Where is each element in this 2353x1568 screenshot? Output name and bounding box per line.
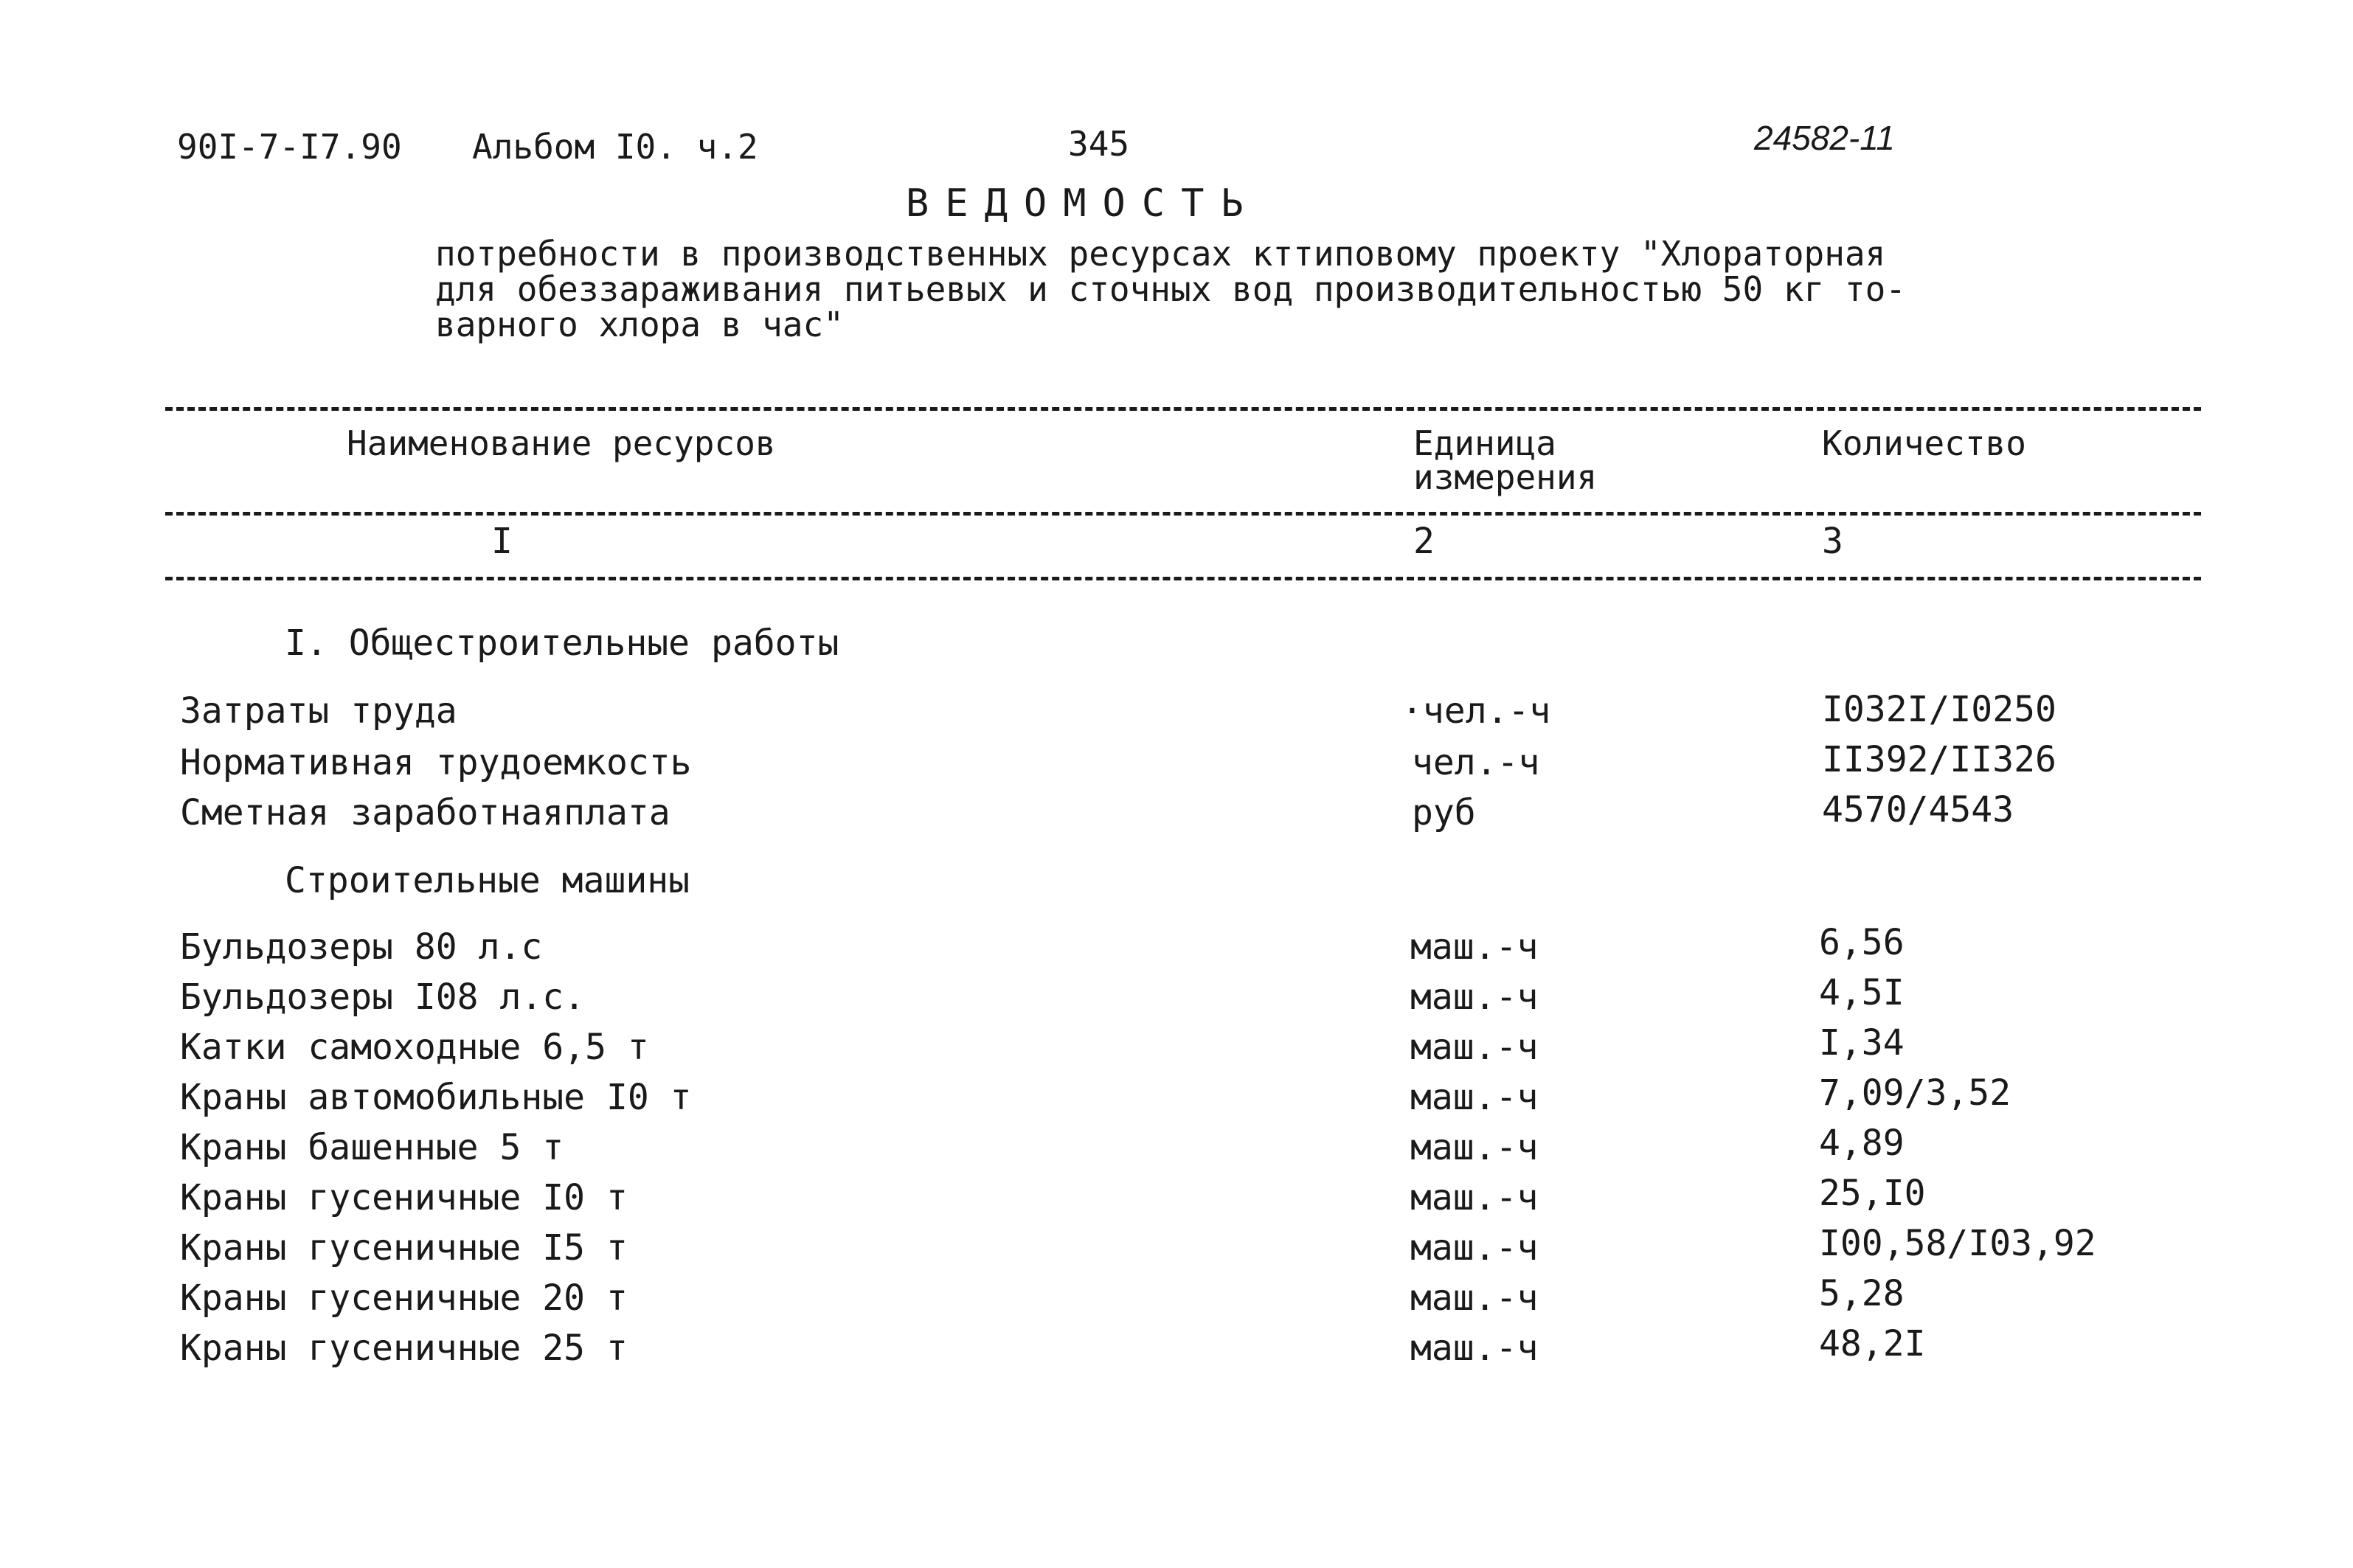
resource-quantity: I00,58/I03,92 [1819, 1223, 2096, 1264]
column-header-unit [1413, 423, 1598, 497]
section-title: I. Общестроительные работы [285, 622, 839, 664]
resource-unit: маш.-ч [1410, 976, 1539, 1018]
column-number-2: 2 [1413, 521, 1435, 562]
table-numbering-rule [165, 577, 2201, 580]
resource-unit: руб [1412, 792, 1476, 833]
document-title: ВЕДОМОСТЬ [906, 181, 1260, 226]
resource-name: Краны гусеничные I5 т [180, 1227, 628, 1269]
resource-unit: маш.-ч [1410, 1177, 1539, 1218]
resource-name: Нормативная трудоемкость [180, 742, 692, 783]
resource-unit: ·чел.-ч [1401, 690, 1551, 732]
resource-quantity: 6,56 [1819, 922, 1905, 963]
resource-name: Краны автомобильные I0 т [180, 1077, 692, 1118]
resource-unit: чел.-ч [1412, 742, 1540, 783]
column-header-name: Наименование ресурсов [347, 423, 776, 463]
resource-unit: маш.-ч [1410, 926, 1539, 968]
album-label: Альбом I0. ч.2 [472, 127, 758, 167]
resource-unit: маш.-ч [1410, 1027, 1539, 1068]
resource-unit: маш.-ч [1410, 1328, 1539, 1369]
resource-unit: маш.-ч [1410, 1277, 1539, 1319]
subtitle-line: потребности в производственных ресурсах кттиповому проекту "Хлораторная [435, 234, 1886, 274]
resource-name: Сметная заработнаяплата [180, 792, 670, 833]
table-top-rule [165, 407, 2201, 411]
document-subtitle [435, 236, 1906, 342]
resource-quantity: 4570/4543 [1822, 789, 2014, 830]
resource-quantity: 48,2I [1819, 1323, 1926, 1364]
table-header-rule [165, 512, 2201, 516]
resource-quantity: II392/II326 [1822, 739, 2056, 780]
resource-quantity: 7,09/3,52 [1819, 1072, 2011, 1114]
resource-quantity: 4,5I [1819, 972, 1905, 1013]
resource-quantity: 5,28 [1819, 1273, 1905, 1314]
document-number: 90I-7-I7.90 [177, 127, 402, 167]
resource-quantity: 4,89 [1819, 1123, 1905, 1164]
resource-name: Затраты труда [180, 690, 457, 732]
subsection-title: Строительные машины [285, 860, 690, 901]
resource-name: Бульдозеры I08 л.с. [180, 976, 586, 1018]
resource-name: Краны гусеничные 25 т [180, 1328, 628, 1369]
resource-unit: маш.-ч [1410, 1127, 1539, 1168]
resource-name: Краны гусеничные 20 т [180, 1277, 628, 1319]
resource-quantity: I032I/I0250 [1822, 689, 2056, 730]
subtitle-line: варного хлора в час" [435, 305, 844, 344]
resource-name: Краны башенные 5 т [180, 1127, 564, 1168]
registration-number: 24582-11 [1754, 119, 1895, 157]
column-header-unit-line1: Единица [1413, 423, 1556, 463]
resource-quantity: 25,I0 [1819, 1173, 1926, 1214]
column-header-quantity: Количество [1822, 423, 2026, 463]
resource-name: Бульдозеры 80 л.с [180, 926, 543, 968]
resource-name: Краны гусеничные I0 т [180, 1177, 628, 1218]
subtitle-line: для обеззараживания питьевых и сточных вод производительностью 50 кг то- [435, 269, 1906, 309]
page-number: 345 [1068, 124, 1130, 164]
column-header-unit-line2: измерения [1413, 457, 1598, 497]
resource-unit: маш.-ч [1410, 1227, 1539, 1269]
resource-name: Катки самоходные 6,5 т [180, 1027, 649, 1068]
resource-unit: маш.-ч [1410, 1077, 1539, 1118]
column-number-3: 3 [1822, 521, 1843, 562]
resource-quantity: I,34 [1819, 1022, 1905, 1064]
column-number-1: I [491, 521, 513, 562]
